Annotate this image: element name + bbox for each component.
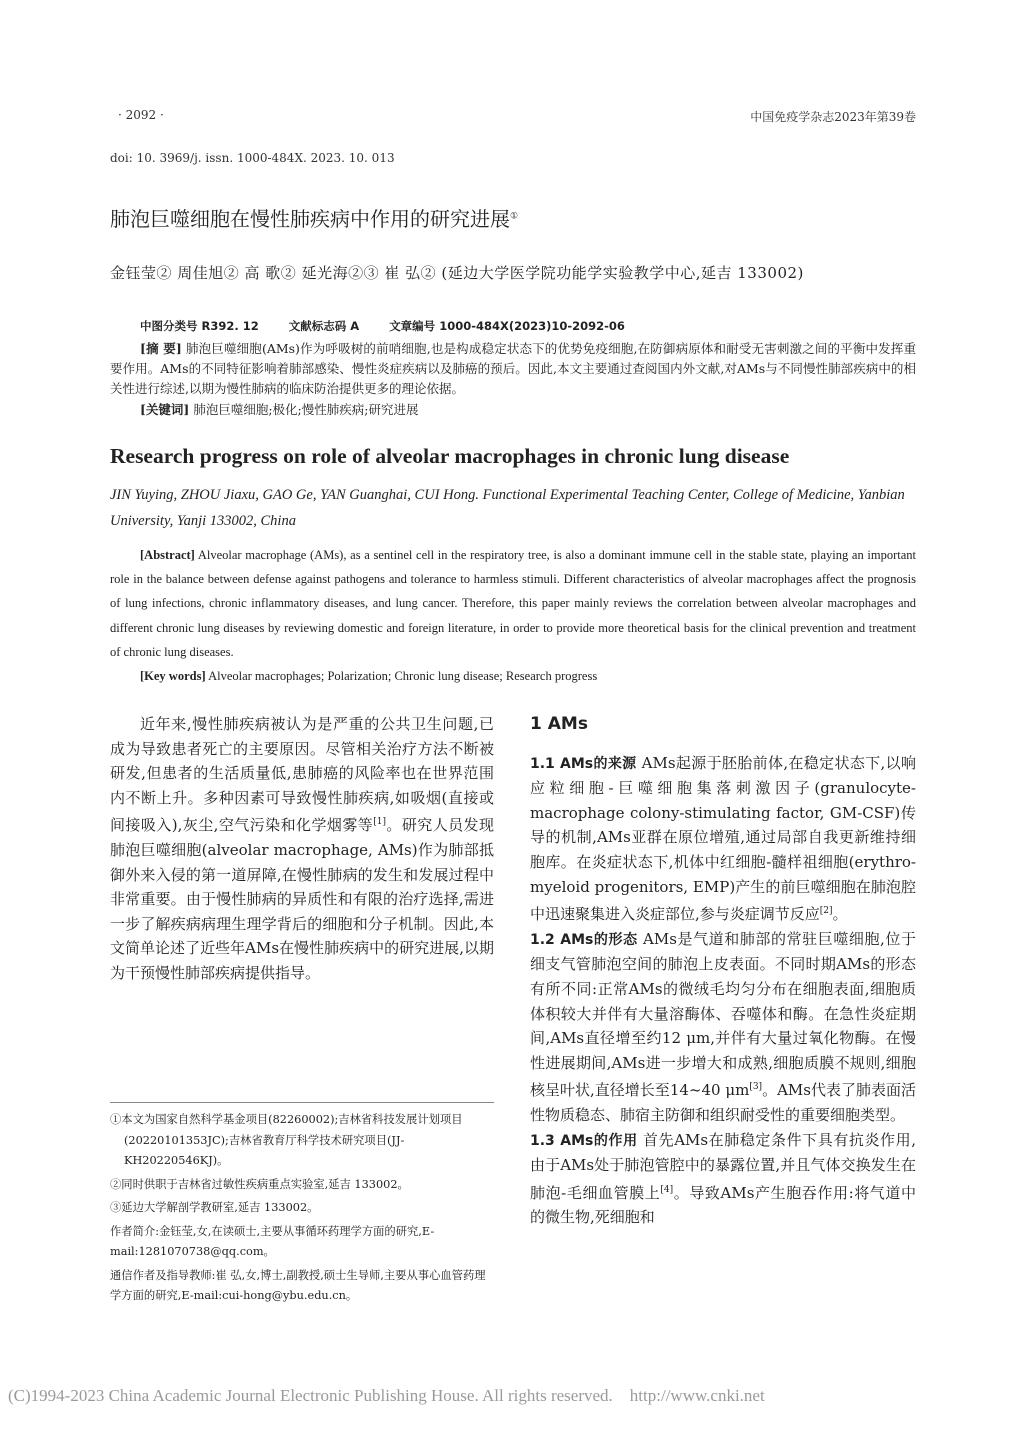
section-1-3 — [530, 1128, 916, 1230]
authors-english: JIN Yuying, ZHOU Jiaxu, GAO Ge, YAN Guanghai, CUI Hong. Functional Experimental Teaching Center, College of Medicine, Yanbian University, Yanji 133002, China — [110, 487, 905, 529]
footnotes — [110, 1110, 494, 1310]
section-1-heading: 1 AMs — [530, 714, 588, 734]
intro-text-b: 。研究人员发现肺泡巨噬细胞(alveolar macrophage, AMs)作为肺部抵御外来入侵的第一道屏障,在慢性肺病的发生和发展过程中非常重要。由于慢性肺病的异质性和有限的治疗选择,需进一步了解疾病病理生理学背后的细胞和分子机制。因此,本文简单论述了近些年AMs在慢性肺疾病中的研究进展,以期为干预慢性肺部疾病提供指导。 — [110, 816, 494, 982]
section-1-3-text-b: 。导致AMs产生胞吞作用:将气道中的微生物,死细胞和 — [530, 1183, 916, 1227]
article-number: 文章编号 1000-484X(2023)10-2092-06 — [389, 319, 625, 333]
citation-1[interactable]: [1] — [373, 817, 386, 828]
abstract-chinese-label: [摘 要] — [140, 341, 182, 356]
intro-paragraph — [110, 712, 494, 986]
intro-text-a: 近年来,慢性肺疾病被认为是严重的公共卫生问题,已成为导致患者死亡的主要原因。尽管相关治疗方法不断被研发,但患者的生活质量低,患肺癌的风险率也在世界范围内不断上升。多种因素可导致慢性肺疾病,如吸烟(直接或间接吸入),灰尘,空气污染和化学烟雾等 — [110, 715, 494, 835]
authors-chinese: 金钰莹② 周佳旭② 高 歌② 延光海②③ 崔 弘② (延边大学医学院功能学实验教学中心,延吉 133002) — [110, 264, 804, 282]
section-1-2 — [530, 927, 916, 1128]
abstract-english — [110, 543, 916, 688]
footnote-divider — [110, 1102, 494, 1103]
citation-3[interactable]: [3] — [749, 1082, 763, 1093]
title-chinese — [110, 203, 518, 232]
keywords-english — [110, 664, 916, 688]
doi: doi: 10. 3969/j. issn. 1000-484X. 2023. 10. 013 — [110, 151, 395, 165]
section-1-3-text-a: 首先AMs在肺稳定条件下具有抗炎作用,由于AMs处于肺泡管腔中的暴露位置,并且气体交换发生在肺泡-毛细血管膜上 — [530, 1130, 916, 1202]
page-number: · 2092 · — [118, 108, 164, 122]
keywords-chinese-label: [关键词] — [140, 402, 190, 417]
footnote-2: ②同时供职于吉林省过敏性疾病重点实验室,延吉 133002。 — [110, 1177, 409, 1191]
right-column — [530, 712, 916, 1230]
citation-4[interactable]: [4] — [660, 1184, 674, 1195]
abstract-english-text: Alveolar macrophage (AMs), as a sentinel cell in the respiratory tree, is also a dominant immune cell in the stable state, playing an important role in the balance between defense against pathogens and tolerance to harmless stimuli. Different characteristics of alveolar macrophages affect the prognosis of lung infections, chronic inflammatory diseases, and lung cancer. Therefore, this paper mainly reviews the correlation between alveolar macrophages and different chronic lung diseases by reviewing domestic and foreign literature, in order to provide more theoretical basis for the clinical prevention and treatment of chronic lung diseases. — [110, 548, 917, 659]
keywords-english-label: [Key words] — [140, 669, 206, 684]
meta-line — [140, 318, 651, 334]
abstract-chinese-text: 肺泡巨噬细胞(AMs)作为呼吸树的前哨细胞,也是构成稳定状态下的优势免疫细胞,在防御病原体和耐受无害刺激之间的平衡中发挥重要作用。AMs的不同特征影响着肺部感染、慢性炎症疾病以及肺癌的预后。因此,本文主要通过查阅国内外文献,对AMs与不同慢性肺部疾病中的相关性进行综述,以期为慢性肺病的临床防治提供更多的理论依据。 — [110, 341, 916, 396]
journal-name: 中国免疫学杂志2023年第39卷 — [750, 110, 916, 124]
author-bio: 作者简介:金钰莹,女,在读硕士,主要从事循环药理学方面的研究,E-mail:1281070738@qq.com。 — [110, 1224, 435, 1258]
section-1-1-heading: 1.1 AMs的来源 — [530, 755, 637, 772]
corresponding-author: 通信作者及指导教师:崔 弘,女,博士,副教授,硕士生导师,主要从事心血管药理学方面的研究,E-mail:cui-hong@ybu.edu.cn。 — [110, 1268, 486, 1302]
abstract-chinese — [110, 339, 916, 420]
footnote-1: ①本文为国家自然科学基金项目(82260002);吉林省科技发展计划项目(20220101353JC);吉林省教育厅科学技术研究项目(JJ-KH20220546KJ)。 — [110, 1113, 463, 1167]
citation-2[interactable]: [2] — [819, 906, 833, 917]
left-column — [110, 712, 494, 986]
keywords-chinese-text: 肺泡巨噬细胞;极化;慢性肺疾病;研究进展 — [193, 402, 419, 417]
clc-number: 中图分类号 R392. 12 — [140, 319, 259, 333]
cnki-watermark: (C)1994-2023 China Academic Journal Electronic Publishing House. All rights reserved. http://www.cnki.net — [8, 1386, 765, 1405]
section-1-2-text-b: 。AMs代表了肺表面活性物质稳态、肺宿主防御和组织耐受性的重要细胞类型。 — [530, 1081, 916, 1124]
keywords-english-text: Alveolar macrophages; Polarization; Chronic lung disease; Research progress — [208, 669, 598, 684]
section-1-2-heading: 1.2 AMs的形态 — [530, 931, 638, 948]
keywords-chinese — [110, 400, 916, 420]
section-1-2-text-a: AMs是气道和肺部的常驻巨噬细胞,位于细支气管肺泡空间的肺泡上皮表面。不同时期AMs的形态有所不同:正常AMs的微绒毛均匀分布在细胞表面,细胞质体积较大并伴有大量溶酶体、吞噬体和酶。在急性炎症期间,AMs直径增至约12 μm,并伴有大量过氧化物酶。在慢性进展期间,AMs进一步增大和成熟,细胞质膜不规则,细胞核呈叶状,直径增长至14~40 μm — [530, 929, 916, 1100]
title-chinese-text: 肺泡巨噬细胞在慢性肺疾病中作用的研究进展 — [110, 207, 510, 231]
section-1-1 — [530, 751, 916, 927]
section-1-1-text-b: 。 — [832, 905, 848, 924]
section-1-3-heading: 1.3 AMs的作用 — [530, 1132, 638, 1149]
abstract-english-label: [Abstract] — [140, 548, 195, 562]
title-note: ① — [510, 211, 519, 222]
footnote-3: ③延边大学解剖学教研室,延吉 133002。 — [110, 1201, 319, 1214]
section-1-1-text-a: AMs起源于胚胎前体,在稳定状态下,以响应粒细胞-巨噬细胞集落刺激因子(granulocyte-macrophage colony-stimulating factor, GM-CSF)传导的机制,AMs亚群在原位增殖,通过局部自我更新维持细胞库。在炎症状态下,机体中红细胞-髓样祖细胞(erythro-myeloid progenitors, EMP)产生的前巨噬细胞在肺泡腔中迅速聚集进入炎症部位,参与炎症调节反应 — [530, 753, 916, 924]
title-english: Research progress on role of alveolar macrophages in chronic lung disease — [110, 444, 790, 468]
document-code: 文献标志码 A — [288, 319, 360, 333]
